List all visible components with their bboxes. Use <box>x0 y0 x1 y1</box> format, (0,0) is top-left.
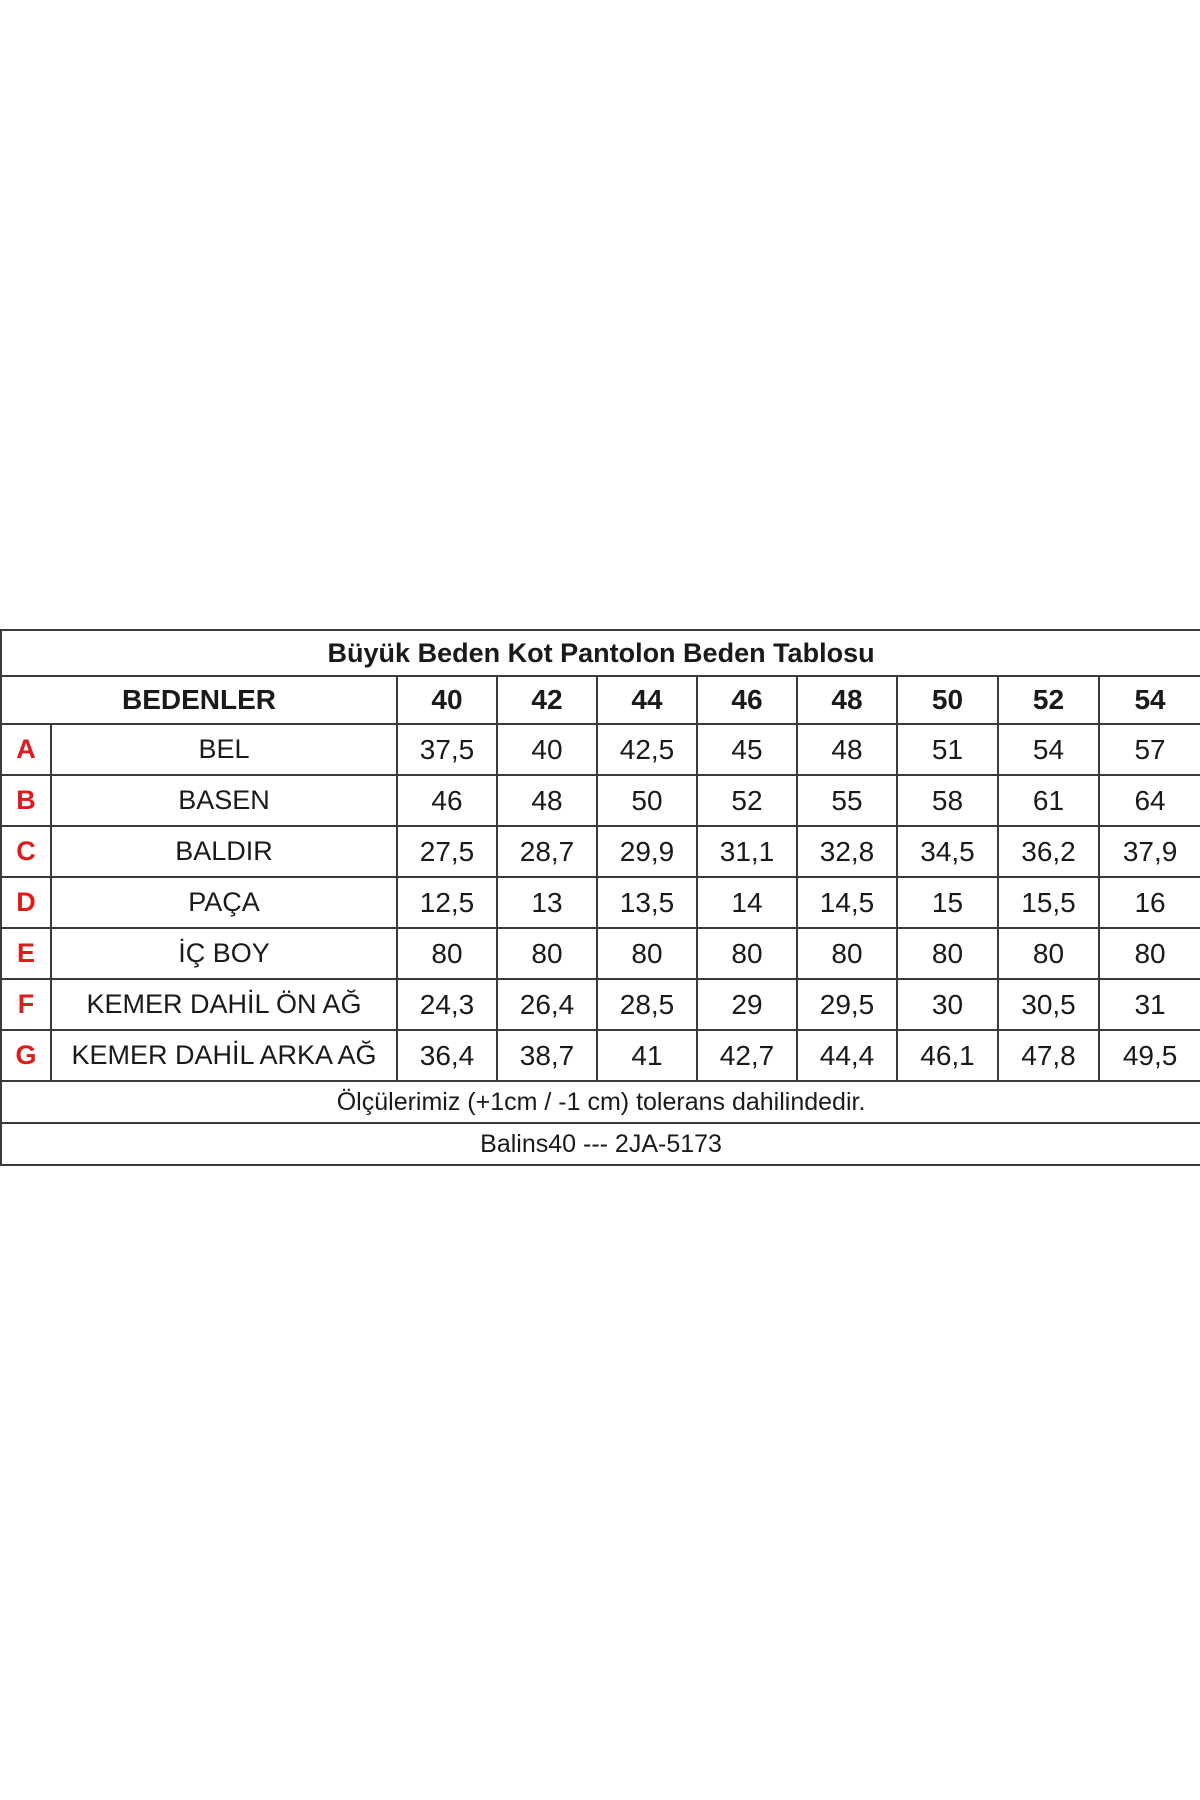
value-cell: 80 <box>797 928 897 979</box>
value-cell: 16 <box>1099 877 1200 928</box>
table-row <box>1 877 1200 928</box>
size-header-cell: 48 <box>797 676 897 724</box>
value-cell: 80 <box>497 928 597 979</box>
value-cell: 29,5 <box>797 979 897 1030</box>
value-cell: 46,1 <box>897 1030 998 1081</box>
value-cell: 51 <box>897 724 998 775</box>
value-cell: 46 <box>397 775 497 826</box>
value-cell: 41 <box>597 1030 697 1081</box>
value-cell: 37,9 <box>1099 826 1200 877</box>
value-cell: 14,5 <box>797 877 897 928</box>
size-table <box>0 629 1200 1166</box>
row-code: B <box>1 775 51 826</box>
value-cell: 40 <box>497 724 597 775</box>
size-header-cell: 40 <box>397 676 497 724</box>
sizes-label: BEDENLER <box>1 676 397 724</box>
measurement-name: PAÇA <box>51 877 397 928</box>
value-cell: 61 <box>998 775 1099 826</box>
value-cell: 64 <box>1099 775 1200 826</box>
value-cell: 24,3 <box>397 979 497 1030</box>
size-chart <box>0 629 1199 1166</box>
tolerance-note: Ölçülerimiz (+1cm / -1 cm) tolerans dahilindedir. <box>1 1081 1200 1123</box>
table-title: Büyük Beden Kot Pantolon Beden Tablosu <box>1 630 1200 676</box>
title-row <box>1 630 1200 676</box>
footer-row <box>1 1123 1200 1165</box>
product-code: Balins40 --- 2JA-5173 <box>1 1123 1200 1165</box>
measurement-name: KEMER DAHİL ÖN AĞ <box>51 979 397 1030</box>
value-cell: 48 <box>497 775 597 826</box>
size-header-cell: 46 <box>697 676 797 724</box>
value-cell: 30,5 <box>998 979 1099 1030</box>
row-code: A <box>1 724 51 775</box>
size-header-cell: 50 <box>897 676 998 724</box>
measurement-name: BEL <box>51 724 397 775</box>
value-cell: 58 <box>897 775 998 826</box>
value-cell: 36,4 <box>397 1030 497 1081</box>
value-cell: 42,5 <box>597 724 697 775</box>
table-row <box>1 1030 1200 1081</box>
value-cell: 29,9 <box>597 826 697 877</box>
value-cell: 38,7 <box>497 1030 597 1081</box>
value-cell: 31 <box>1099 979 1200 1030</box>
value-cell: 52 <box>697 775 797 826</box>
value-cell: 80 <box>697 928 797 979</box>
value-cell: 28,7 <box>497 826 597 877</box>
measurement-name: BALDIR <box>51 826 397 877</box>
row-code: D <box>1 877 51 928</box>
table-row <box>1 928 1200 979</box>
header-row <box>1 676 1200 724</box>
measurement-name: İÇ BOY <box>51 928 397 979</box>
table-row <box>1 724 1200 775</box>
value-cell: 54 <box>998 724 1099 775</box>
value-cell: 49,5 <box>1099 1030 1200 1081</box>
value-cell: 15,5 <box>998 877 1099 928</box>
value-cell: 37,5 <box>397 724 497 775</box>
value-cell: 26,4 <box>497 979 597 1030</box>
value-cell: 14 <box>697 877 797 928</box>
row-code: C <box>1 826 51 877</box>
note-row <box>1 1081 1200 1123</box>
value-cell: 31,1 <box>697 826 797 877</box>
size-header-cell: 44 <box>597 676 697 724</box>
value-cell: 80 <box>998 928 1099 979</box>
measurement-name: BASEN <box>51 775 397 826</box>
size-header-cell: 42 <box>497 676 597 724</box>
value-cell: 36,2 <box>998 826 1099 877</box>
measurement-name: KEMER DAHİL ARKA AĞ <box>51 1030 397 1081</box>
value-cell: 44,4 <box>797 1030 897 1081</box>
value-cell: 34,5 <box>897 826 998 877</box>
table-row <box>1 979 1200 1030</box>
value-cell: 55 <box>797 775 897 826</box>
row-code: G <box>1 1030 51 1081</box>
size-header-cell: 52 <box>998 676 1099 724</box>
value-cell: 80 <box>397 928 497 979</box>
value-cell: 29 <box>697 979 797 1030</box>
table-row <box>1 826 1200 877</box>
value-cell: 80 <box>597 928 697 979</box>
value-cell: 13,5 <box>597 877 697 928</box>
row-code: E <box>1 928 51 979</box>
value-cell: 48 <box>797 724 897 775</box>
value-cell: 32,8 <box>797 826 897 877</box>
value-cell: 28,5 <box>597 979 697 1030</box>
value-cell: 42,7 <box>697 1030 797 1081</box>
row-code: F <box>1 979 51 1030</box>
value-cell: 80 <box>1099 928 1200 979</box>
table-row <box>1 775 1200 826</box>
value-cell: 57 <box>1099 724 1200 775</box>
value-cell: 27,5 <box>397 826 497 877</box>
value-cell: 45 <box>697 724 797 775</box>
value-cell: 13 <box>497 877 597 928</box>
value-cell: 12,5 <box>397 877 497 928</box>
value-cell: 15 <box>897 877 998 928</box>
value-cell: 80 <box>897 928 998 979</box>
value-cell: 47,8 <box>998 1030 1099 1081</box>
value-cell: 30 <box>897 979 998 1030</box>
value-cell: 50 <box>597 775 697 826</box>
size-header-cell: 54 <box>1099 676 1200 724</box>
